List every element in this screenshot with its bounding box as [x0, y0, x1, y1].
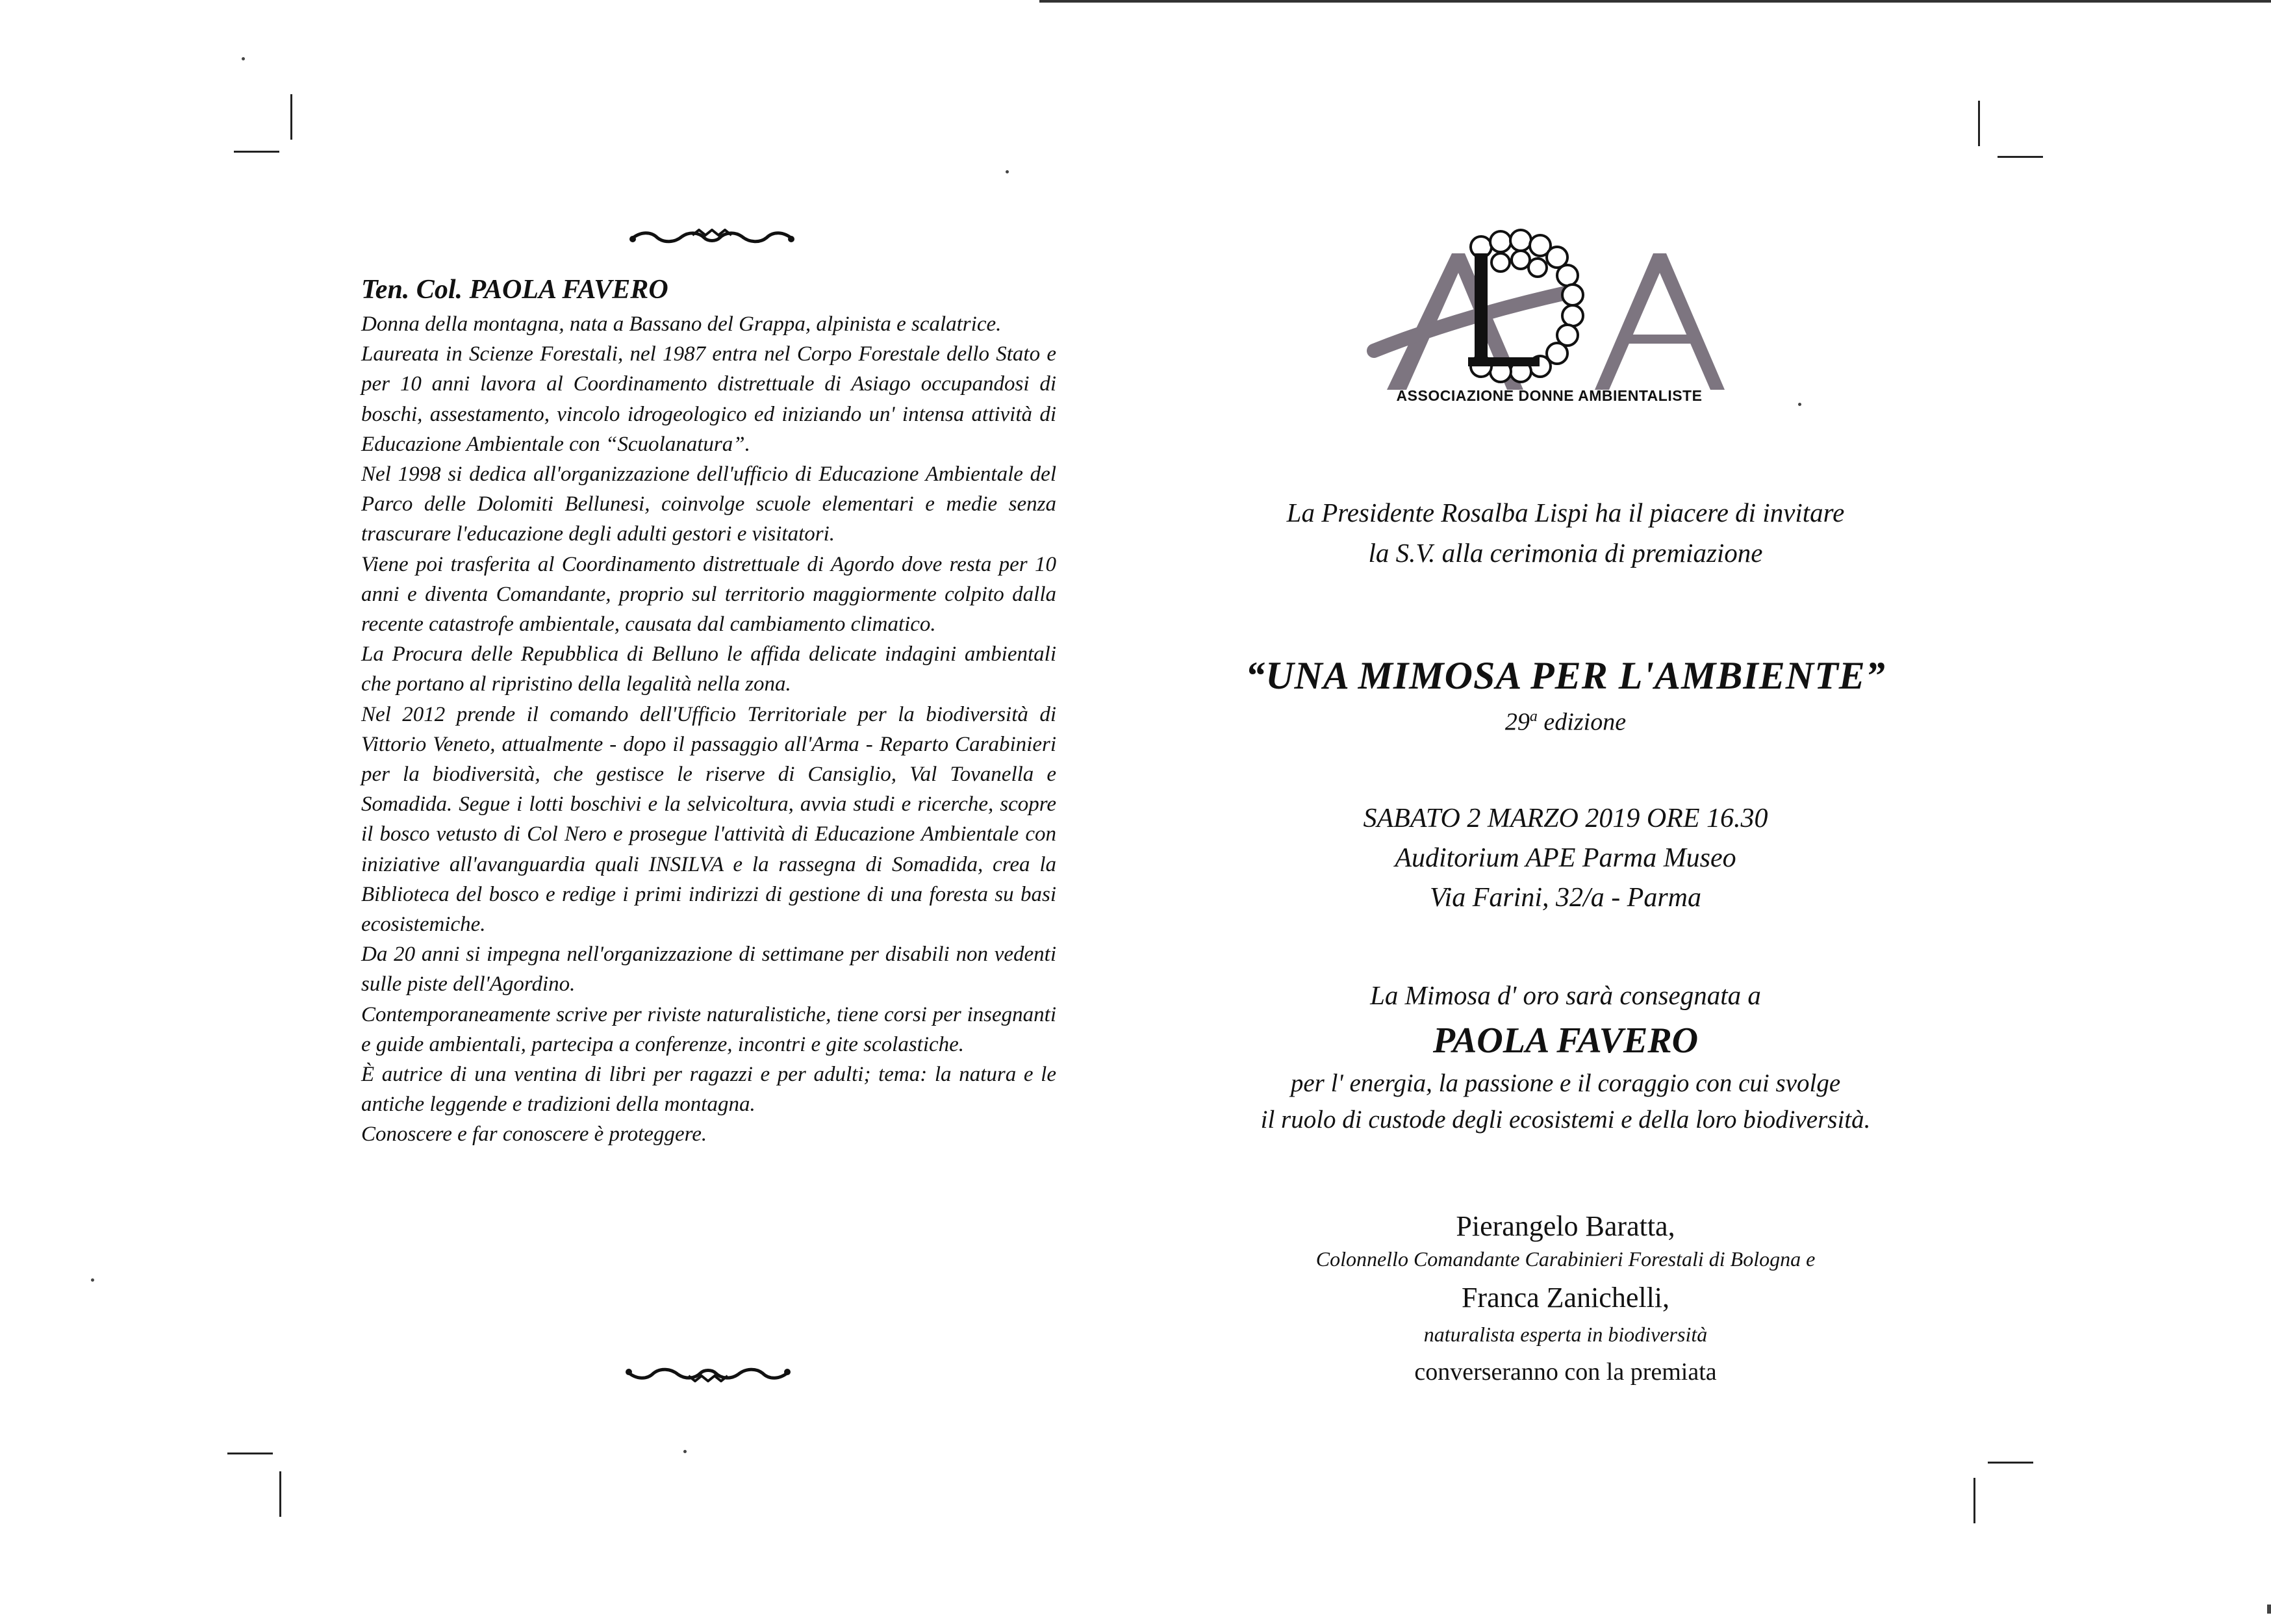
crop-mark [1988, 1462, 2033, 1464]
ornament-top-icon [628, 229, 796, 248]
motivation-line: per l' energia, la passione e il coraggio con cui svolge [1290, 1069, 1841, 1097]
bio-heading: Ten. Col. PAOLA FAVERO [361, 275, 668, 305]
scan-edge-line [1039, 0, 2271, 3]
event-details [1130, 799, 2001, 918]
scan-speck [1798, 403, 1801, 406]
bio-paragraph: Laureata in Scienze Forestali, nel 1987 entra nel Corpo Forestale dello Stato e per 10 anni lavora al Coordinamento distrettuale di Asiago occupandosi di boschi, assestamento, vincolo idrogeologico ed iniziando un' intensa attività di Educazione Ambientale con “Scuolanatura”. [361, 342, 1056, 456]
crop-mark [1998, 156, 2043, 158]
award-motivation [1130, 1065, 2001, 1138]
bio-paragraph: Nel 1998 si dedica all'organizzazione dell'ufficio di Educazione Ambientale del Parco delle Dolomiti Bellunesi, coinvolge scuole elementari e medie senza trascurare l'educazione degli adulti gestori e visitatori. [361, 463, 1056, 546]
edition-word: edizione [1543, 708, 1627, 736]
award-intro: La Mimosa d' oro sarà consegnata a [1370, 980, 1761, 1010]
motivation-line: il ruolo di custode degli ecosistemi e della loro biodiversità. [1260, 1106, 1871, 1134]
logo-caption: ASSOCIAZIONE DONNE AMBIENTALISTE [1396, 387, 1703, 404]
edition-suffix: a [1529, 708, 1538, 725]
event-title: “UNA MIMOSA PER L'AMBIENTE” [1245, 654, 1886, 697]
scan-speck [2267, 1605, 2271, 1614]
edition-number: 29 [1504, 708, 1530, 736]
crop-mark [234, 151, 279, 153]
scan-speck [1006, 170, 1009, 173]
closing-text: converseranno con la premiata [1414, 1358, 1717, 1386]
bio-paragraph: La Procura delle Repubblica di Belluno le affida delicate indagini ambientali che portano al ripristino della legalità nella zona. [361, 642, 1056, 696]
award-recipient: PAOLA FAVERO [1432, 1021, 1699, 1061]
speaker-name: Franca Zanichelli, [1461, 1282, 1670, 1313]
crop-mark [227, 1453, 273, 1454]
bio-paragraph: Da 20 anni si impegna nell'organizzazione di settimane per disabili non vedenti sulle piste dell'Agordino. [361, 943, 1056, 996]
bio-paragraph: Contemporaneamente scrive per riviste naturalistiche, tiene corsi per insegnanti e guide ambientali, partecipa a conferenze, incontri e gite scolastiche. [361, 1002, 1056, 1056]
event-edition [1130, 699, 2001, 740]
event-date: SABATO 2 MARZO 2019 ORE 16.30 [1363, 804, 1768, 833]
crop-mark [290, 94, 292, 140]
bio-paragraph: Conoscere e far conoscere è proteggere. [361, 1123, 707, 1147]
bio-paragraph: Donna della montagna, nata a Bassano del Grappa, alpinista e scalatrice. [361, 312, 1002, 336]
invitation-text [1130, 492, 2001, 573]
biography-column [361, 273, 1056, 1150]
event-venue: Auditorium APE Parma Museo [1395, 843, 1736, 873]
scan-speck [91, 1278, 94, 1282]
crop-mark [279, 1471, 281, 1517]
ornament-bottom-icon [624, 1363, 793, 1382]
speaker-name: Pierangelo Baratta, [1456, 1210, 1675, 1242]
scan-speck [683, 1450, 687, 1453]
speaker-role: naturalista esperta in biodiversità [1423, 1323, 1708, 1346]
bio-paragraph: Viene poi trasferita al Coordinamento distrettuale di Agordo dove resta per 10 anni e diventa Comandante, proprio sul territorio maggiormente colpito dalla recente catastrofe ambientale, causata dal cambiamento climatico. [361, 552, 1056, 637]
invite-line: La Presidente Rosalba Lispi ha il piacere di invitare [1286, 498, 1845, 527]
crop-mark [1973, 1478, 1975, 1523]
event-address: Via Farini, 32/a - Parma [1429, 883, 1702, 913]
bio-paragraph: È autrice di una ventina di libri per ragazzi e per adulti; tema: la natura e le antiche leggende e tradizioni della montagna. [361, 1063, 1056, 1117]
scan-speck [242, 57, 245, 60]
bio-paragraph: Nel 2012 prende il comando dell'Ufficio Territoriale per la biodiversità di Vittorio Veneto, attualmente - dopo il passaggio all'Arma - Reparto Carabinieri per la biodiversità, che gestisce le riserve di Cansiglio, Val Tovanella e Somadida. Segue i lotti boschivi e la selvicoltura, avvia studi e ricerche, scopre il bosco vetusto di Col Nero e prosegue l'attività di Educazione Ambientale con iniziative all'avanguardia quali INSILVA e la rassegna di Somadida, crea la Biblioteca del bosco e redige i primi indirizzi di gestione di una foresta su basi ecosistemiche. [361, 702, 1056, 937]
crop-mark [1978, 101, 1980, 146]
speaker-role: Colonnello Comandante Carabinieri Forestali di Bologna e [1315, 1247, 1816, 1271]
invite-line: la S.V. alla cerimonia di premiazione [1368, 538, 1763, 568]
